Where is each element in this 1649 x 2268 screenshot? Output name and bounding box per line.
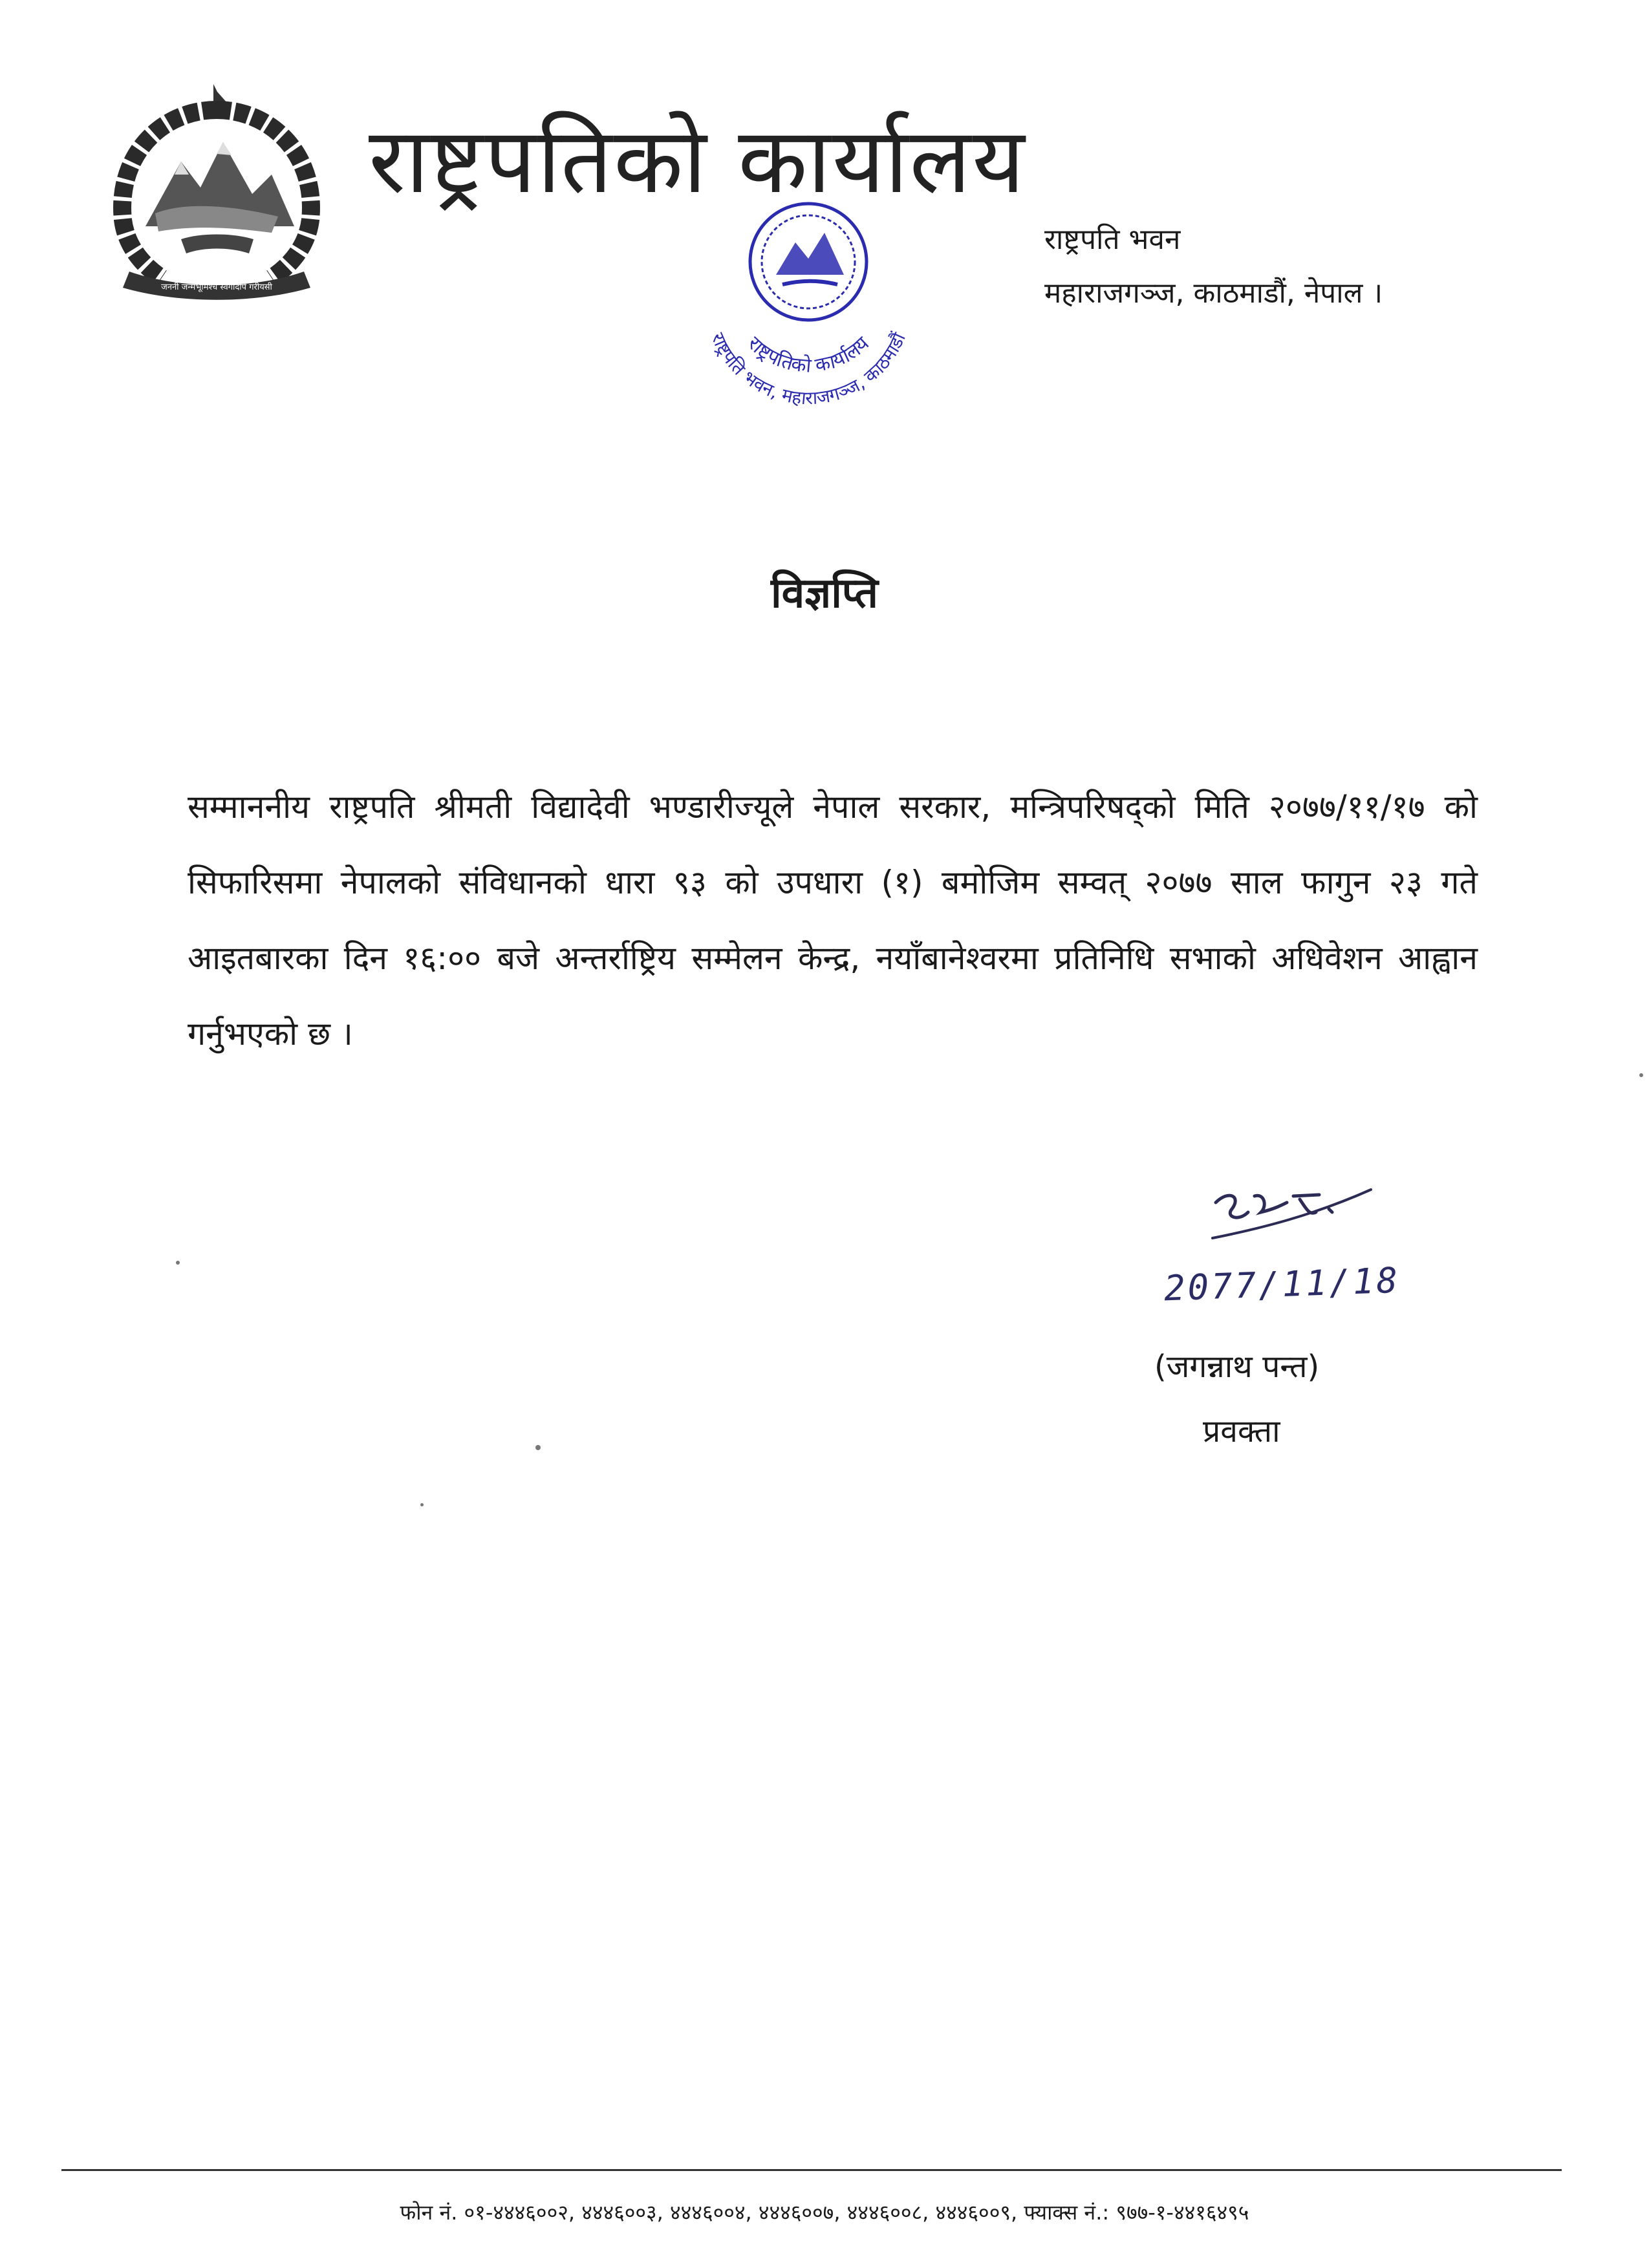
emblem-motto: जननी जन्मभूमिश्च स्वर्गादपि गरीयसी	[161, 283, 272, 292]
scan-speck	[535, 1445, 541, 1450]
signature-initials	[1203, 1177, 1384, 1248]
notice-body: सम्माननीय राष्ट्रपति श्रीमती विद्यादेवी भण्डारीज्यूले नेपाल सरकार, मन्त्रिपरिषद्को मिति २०७७/११/१७ को सिफारिसमा नेपालको संविधानको धारा ९३ को उपधारा (१) बमोजिम सम्वत् २०७७ साल फागुन २३ गते आइतबारका दिन १६:०० बजे अन्तर्राष्ट्रिय सम्मेलन केन्द्र, नयाँबानेश्वरमा प्रतिनिधि सभाको अधिवेशन आह्वान गर्नुभएको छ ।	[188, 788, 1478, 1053]
office-seal-stamp	[679, 178, 938, 411]
address-line-1: राष्ट्रपति भवन	[1044, 223, 1181, 256]
svg-text:राष्ट्रपतिको कार्यालय	[743, 332, 874, 378]
office-title: राष्ट्रपतिको कार्यालय	[369, 109, 1026, 214]
scan-speck	[420, 1503, 424, 1506]
footer-divider	[61, 2169, 1562, 2171]
notice-heading: विज्ञप्ति	[771, 570, 878, 617]
signer-name: (जगन्नाथ पन्त)	[1154, 1349, 1320, 1385]
signer-title: प्रवक्ता	[1203, 1413, 1280, 1450]
seal-text-line-2: राष्ट्रपति भवन, महाराजगञ्ज, काठमाडौं	[707, 329, 910, 409]
footer-contact-numbers: फोन नं. ०१-४४४६००२, ४४४६००३, ४४४६००४, ४४४६००७, ४४४६००८, ४४४६००९, फ्याक्स नं.: ९७७-१-४४१६४९५	[400, 2200, 1249, 2225]
nepal-emblem	[84, 84, 349, 304]
seal-text-line-1: राष्ट्रपतिको कार्यालय	[743, 332, 874, 378]
handwritten-date: 2077/11/18	[1163, 1259, 1401, 1309]
scan-speck	[1639, 1073, 1643, 1077]
address-line-2: महाराजगञ्ज, काठमाडौं, नेपाल ।	[1044, 277, 1383, 310]
scan-speck	[176, 1261, 180, 1265]
